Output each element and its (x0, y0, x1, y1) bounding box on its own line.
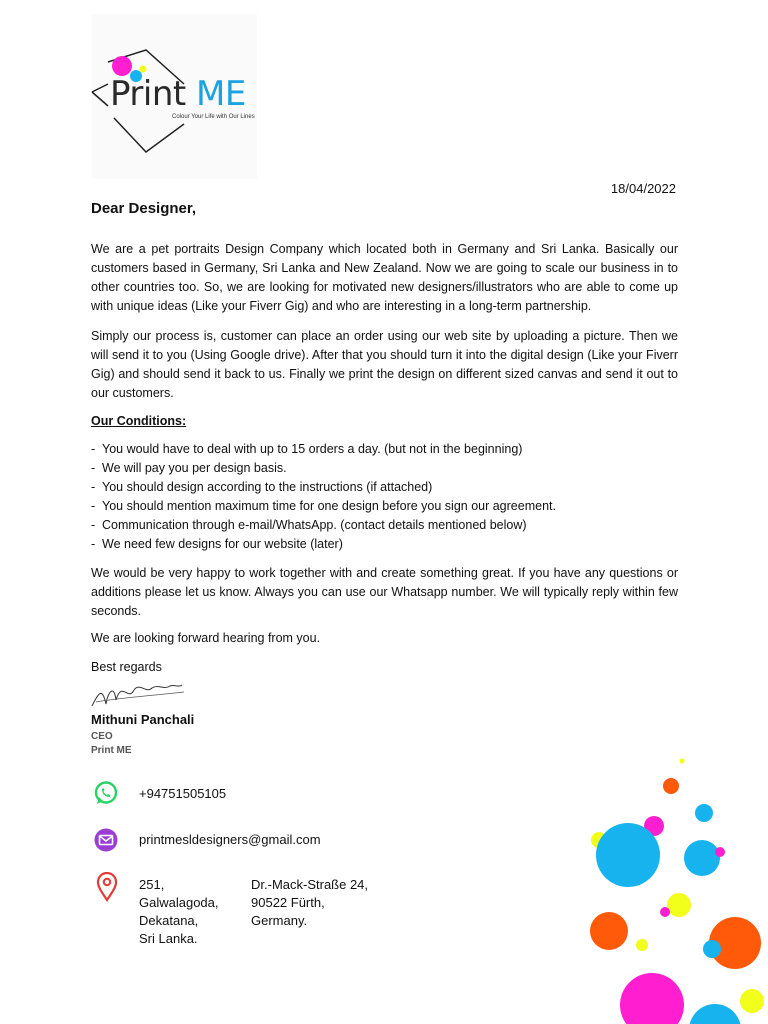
address-line: Galwalagoda, (139, 895, 219, 910)
logo-print-text: Print (110, 74, 186, 114)
logo-wordmark (110, 74, 246, 114)
conditions-list (91, 440, 556, 554)
whatsapp-icon (93, 780, 119, 806)
closing-line: Best regards (91, 660, 162, 674)
list-item: - You should mention maximum time for one design before you sign our agreement. (91, 497, 556, 516)
salutation: Dear Designer, (91, 200, 197, 217)
paragraph-intro: We are a pet portraits Design Company which located both in Germany and Sri Lanka. Basically our customers based in Germany, Sri Lanka and New Zealand. Now we are going to scale our business in to other countries too. So, we are looking for motivated new designers/illustrators who are able to come up with unique ideas (Like your Fiverr Gig) and who are interesting in a long-term partnership. (91, 242, 678, 313)
address-line: Sri Lanka. (139, 931, 198, 946)
location-pin-icon (96, 872, 118, 902)
conditions-heading: Our Conditions: (91, 414, 187, 428)
signer-company: Print ME (91, 745, 132, 756)
list-item: - You should design according to the instructions (if attached) (91, 478, 556, 497)
list-item: - You would have to deal with up to 15 orders a day. (but not in the beginning) (91, 440, 556, 459)
decorative-dots-graphic (580, 755, 768, 1024)
email-icon (93, 827, 119, 853)
list-item: - We need few designs for our website (later) (91, 535, 556, 554)
address-germany (251, 876, 368, 930)
signer-name: Mithuni Panchali (91, 712, 195, 727)
address-line: Germany. (251, 913, 308, 928)
handwritten-signature (88, 676, 188, 712)
address-line: 90522 Fürth, (251, 895, 325, 910)
paragraph-forward: We are looking forward hearing from you. (91, 631, 321, 645)
address-line: 251, (139, 877, 165, 892)
paragraph-closing: We would be very happy to work together with and create something great. If you have any questions or additions please let us know. Always you can use our Whatsapp number. We will typically reply within few seconds. (91, 566, 678, 618)
signer-role: CEO (91, 731, 113, 742)
logo-me-text: ME (196, 74, 246, 114)
list-item: - We will pay you per design basis. (91, 459, 556, 478)
contact-phone: +94751505105 (139, 786, 227, 801)
paragraph-process: Simply our process is, customer can place an order using our web site by uploading a picture. Then we will send it to you (Using Google drive). After that you should turn it into the digital design (Like your Fiverr Gig) and should send it back to us. Finally we print the design on different sized canvas and send it out to our customers. (91, 329, 678, 400)
contact-email[interactable]: printmesldesigners@gmail.com (139, 832, 321, 847)
list-item: - Communication through e-mail/WhatsApp. (contact details mentioned below) (91, 516, 556, 535)
letter-date: 18/04/2022 (610, 181, 676, 196)
logo-tagline: Colour Your Life with Our Lines (172, 114, 255, 120)
address-sri-lanka (139, 876, 219, 948)
address-line: Dr.-Mack-Straße 24, (251, 877, 369, 892)
address-line: Dekatana, (139, 913, 199, 928)
